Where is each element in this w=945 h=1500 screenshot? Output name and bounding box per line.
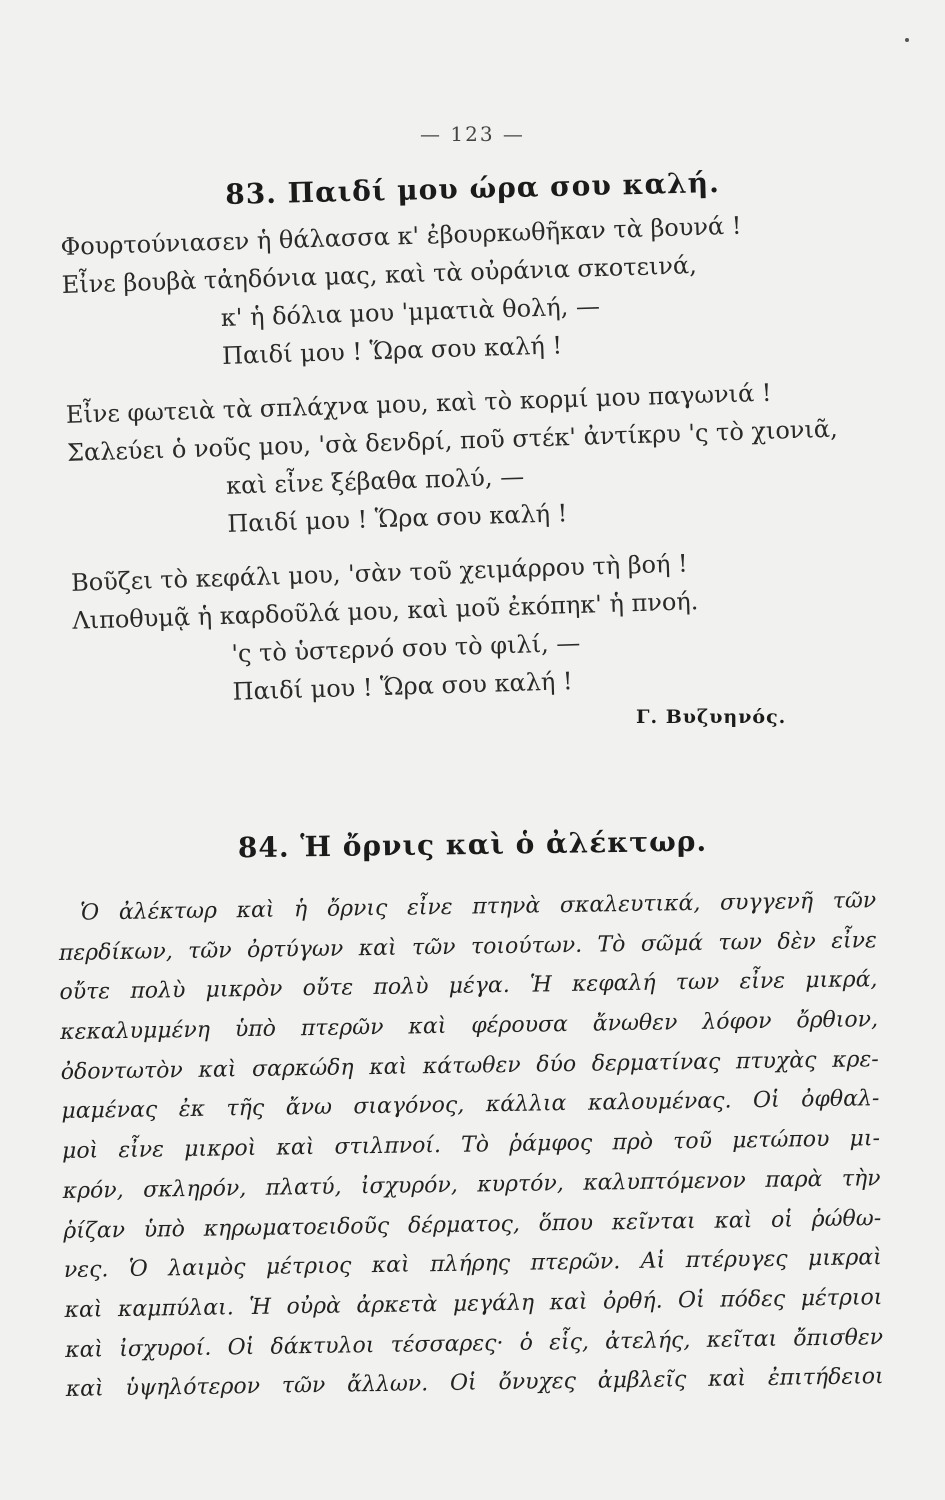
poem-author: Γ. Βυζυηνός.	[636, 706, 787, 728]
poem-line: Σαλεύει ὁ νοῦς μου, 'σὰ δενδρί, ποῦ στέκ' ἀντίκρυ 'ς τὸ χιονιᾶ,	[66, 414, 839, 467]
poem-line: Εἶνε φωτειὰ τὰ σπλάχνα μου, καὶ τὸ κορμί μου παγωνιά !	[65, 378, 772, 429]
prose-line: μοὶ εἶνε μικροὶ καὶ στιλπνοί. Τὸ ῥάμφος πρὸ τοῦ μετώπου μι-	[61, 1126, 881, 1165]
speck-mark	[905, 38, 909, 42]
poem-refrain: Παιδί μου ! Ὥρα σου καλή !	[221, 331, 563, 370]
prose-line: ῥίζαν ὑπὸ κηρωματοειδοῦς δέρματος, ὅπου κεῖνται καὶ οἱ ῥώθω-	[63, 1205, 882, 1244]
prose-line: Ὁ ἀλέκτωρ καὶ ἡ ὄρνις εἶνε πτηνὰ σκαλευτικά, συγγενῆ τῶν	[80, 888, 877, 926]
prose-line: κρόν, σκληρόν, πλατύ, ἰσχυρόν, κυρτόν, καλυπτόμενον παρὰ τὴν	[62, 1165, 881, 1204]
prose-body	[58, 881, 884, 1410]
prose-line: μαμένας ἐκ τῆς ἄνω σιαγόνος, κάλλια καλουμένας. Οἱ ὀφθαλ-	[61, 1086, 880, 1125]
poem-stanza-1	[60, 202, 884, 380]
prose-line: καὶ ὑψηλότερον τῶν ἄλλων. Οἱ ὄνυχες ἀμβλεῖς καὶ ἐπιτήδειοι	[65, 1364, 884, 1403]
poem-body	[60, 202, 895, 732]
poem-stanza-3	[71, 538, 895, 716]
poem-line: Εἶνε βουβὰ τἀηδόνια μας, καὶ τὰ οὐράνια σκοτεινά,	[61, 251, 698, 299]
page-number: — 123 —	[420, 122, 525, 146]
poem-line: Φουρτούνιασεν ἡ θάλασσα κ' ἐβουρκωθῆκαν τὰ βουνά !	[60, 211, 742, 261]
poem-line: κ' ἡ δόλια μου 'μματιὰ θολή, —	[220, 292, 601, 332]
prose-line: νες. Ὁ λαιμὸς μέτριος καὶ πλήρης πτερῶν. Αἱ πτέρυγες μικραὶ	[63, 1245, 883, 1284]
prose-line: καὶ ἰσχυροί. Οἱ δάκτυλοι τέσσαρες· ὁ εἷς, ἀτελής, κεῖται ὄπισθεν	[64, 1324, 884, 1363]
poem-title: 83. Παιδί μου ώρα σου καλή.	[224, 165, 721, 212]
prose-line: ὀδοντωτὸν καὶ σαρκώδη καὶ κάτωθεν δύο δερματίνας πτυχὰς κρε-	[60, 1046, 879, 1085]
poem-line: καὶ εἶνε ξέβαθα πολύ, —	[225, 462, 525, 500]
prose-line: περδίκων, τῶν ὀρτύγων καὶ τῶν τοιούτων. Τὸ σῶμά των δὲν εἶνε	[58, 927, 878, 966]
poem-line: Λιποθυμᾷ ἡ καρδοῦλά μου, καὶ μοῦ ἐκόπηκ' ἡ πνοή.	[71, 587, 699, 635]
prose-line: κεκαλυμμένη ὑπὸ πτερῶν καὶ φέρουσα ἄνωθεν λόφον ὄρθιον,	[59, 1007, 879, 1046]
prose-line: καὶ καμπύλαι. Ἡ οὐρὰ ἀρκετὰ μεγάλη καὶ ὀρθή. Οἱ πόδες μέτριοι	[64, 1284, 883, 1323]
poem-stanza-2	[65, 370, 889, 548]
poem-line: 'ς τὸ ὑστερνό σου τὸ φιλί, —	[231, 628, 581, 668]
poem-refrain: Παιδί μου ! Ὥρα σου καλή !	[226, 499, 568, 538]
poem-line: Βοῦζει τὸ κεφάλι μου, 'σὰν τοῦ χειμάρρου τὴ βοή !	[70, 549, 689, 597]
prose-title: 84. Ἡ ὄρνις καὶ ὁ ἀλέκτωρ.	[237, 824, 708, 865]
prose-line: οὔτε πολὺ μικρὸν οὔτε πολὺ μέγα. Ἡ κεφαλή των εἶνε μικρά,	[59, 967, 878, 1006]
poem-refrain: Παιδί μου ! Ὥρα σου καλή !	[232, 667, 573, 706]
